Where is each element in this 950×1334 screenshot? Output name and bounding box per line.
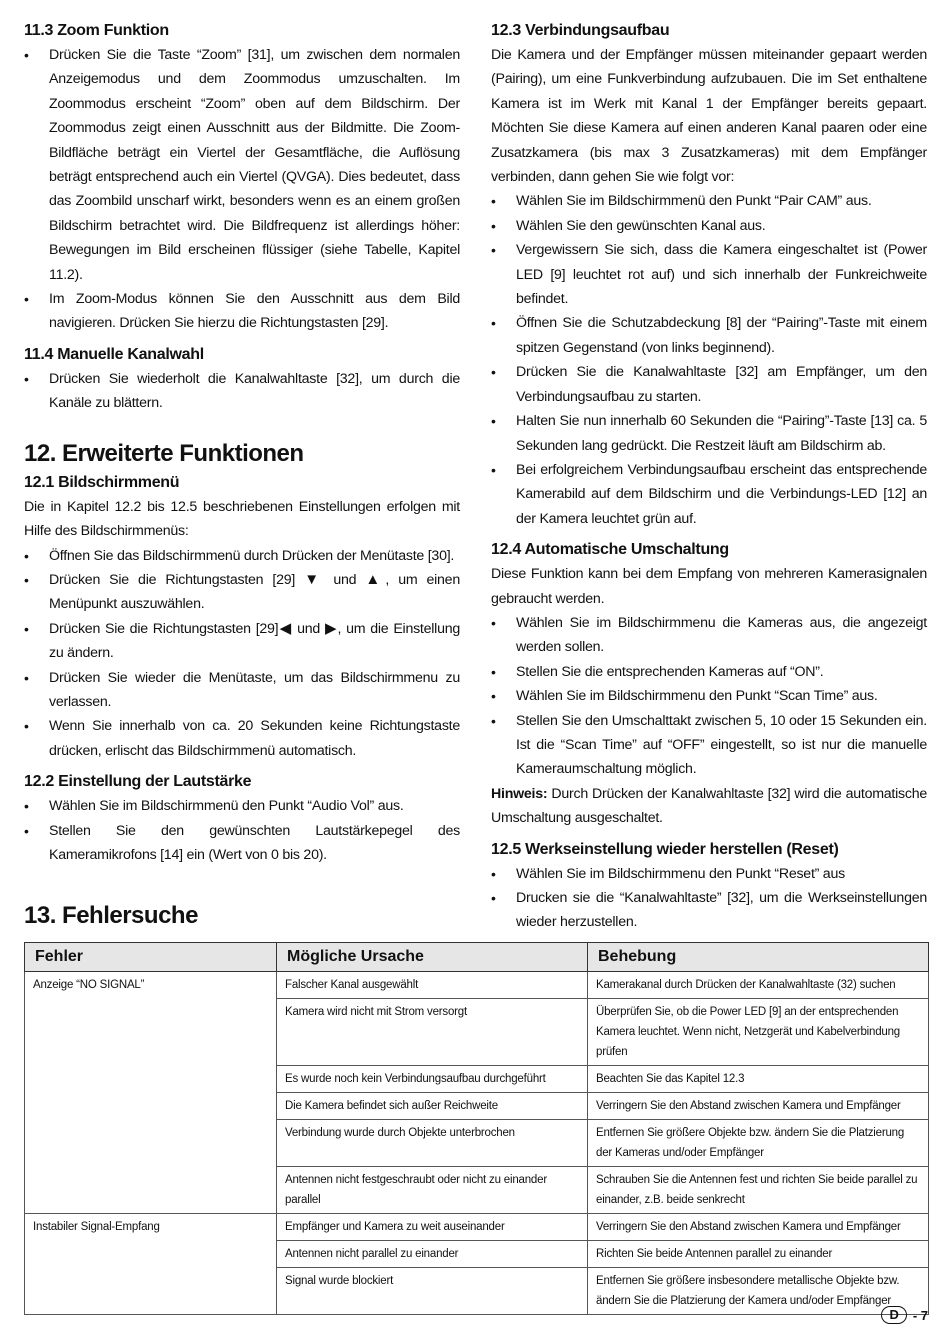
- list-item: [24, 568, 460, 617]
- intro-12-3: Die Kamera und der Empfänger müssen miteinander gepaart werden (Pairing), um eine Funkverbindung aufzubauen. Die im Set enthaltene Kamera ist im Werk mit Kanal 1 der Empfänger bereits gepaart. Möchten Sie diese Kamera auf einen anderen Kanal paaren oder eine Zusatzkamera (bis max 3 Zusatzkameras) mit dem Empfänger verbinden, dann gehen Sie wie folgt vor:: [491, 47, 927, 186]
- list-item: • Drücken Sie die Taste “Zoom” [31], um zwischen dem normalen Anzeigemodus und dem Zoommodus umzuschalten. Im Zoommodus erscheint “Zoom” oben auf dem Bildschirm. Der Zoommodus zeigt einen Ausschnitt aus der Bildmitte. Die Zoom-Bildfläche beträgt ein Viertel der Gesamtfläche, die Auflösung beträgt entsprechend auch ein Viertel (QVGA). Dies bedeutet, dass das Zoombild unscharf wirkt, besonders wenn es an einem großen Bildschirm betrachtet wird. Die Bildfrequenz ist allerdings höher: Bewegungen im Bild erscheinen flüssiger (siehe Tabelle, Kapitel 11.2).: [24, 43, 460, 287]
- item-text: und: [333, 571, 357, 588]
- troubleshooting-table: [24, 942, 929, 1315]
- left-column: [24, 22, 460, 877]
- table-cell: Entfernen Sie größere insbesondere metallische Objekte bzw. ändern Sie die Platzierung der Kamera und/oder Empfänger: [588, 1268, 929, 1315]
- list-item: • Wählen Sie im Bildschirmmenu den Punkt “Reset” aus: [491, 862, 927, 886]
- page-number: - 7: [912, 1307, 928, 1323]
- column-header: Behebung: [588, 943, 929, 972]
- table-cell-fehler: Instabiler Signal-Empfang: [25, 1214, 277, 1315]
- table-cell: Überprüfen Sie, ob die Power LED [9] an der entsprechenden Kamera leuchtet. Wenn nicht, Netzgerät und Kabelverbindung prüfen: [588, 999, 929, 1066]
- table-cell: Richten Sie beide Antennen parallel zu einander: [588, 1241, 929, 1268]
- section-12-1: [24, 474, 460, 763]
- list-item: • Öffnen Sie die Schutzabdeckung [8] der “Pairing”-Taste mit einem spitzen Gegenstand (von links beginnend).: [491, 311, 927, 360]
- table-cell: Schrauben Sie die Antennen fest und richten Sie beide parallel zu einander, z.B. beide senkrecht: [588, 1167, 929, 1214]
- column-header: Fehler: [25, 943, 277, 972]
- list-item: • Drücken Sie wieder die Menütaste, um das Bildschirmmenu zu verlassen.: [24, 666, 460, 715]
- heading-12-1: 12.1 Bildschirmmenü: [24, 473, 180, 491]
- table-cell-fehler: Anzeige “NO SIGNAL”: [25, 972, 277, 1214]
- table-cell: Entfernen Sie größere Objekte bzw. ändern Sie die Platzierung der Kameras und/oder Empfänger: [588, 1120, 929, 1167]
- list-item: • Stellen Sie die entsprechenden Kameras auf “ON”.: [491, 660, 927, 684]
- section-12-2: [24, 773, 460, 867]
- heading-12-3: 12.3 Verbindungsaufbau: [491, 22, 670, 39]
- intro-12-4: Diese Funktion kann bei dem Empfang von mehreren Kamerasignalen gebraucht werden.: [491, 566, 927, 607]
- item-text: , um einen Menüpunkt auszuwählen.: [49, 571, 460, 613]
- list-item: • Vergewissern Sie sich, dass die Kamera eingeschaltet ist (Power LED [9] leuchtet rot auf) und sich innerhalb der Funkreichweite befindet.: [491, 238, 927, 311]
- list-item: [24, 617, 460, 666]
- list-item: • Öffnen Sie das Bildschirmmenü durch Drücken der Menütaste [30].: [24, 544, 460, 568]
- section-12-5: [491, 841, 927, 935]
- page-footer: [881, 1306, 928, 1324]
- heading-11-3: 11.3 Zoom Funktion: [24, 22, 169, 39]
- arrow-left-icon: ◀: [278, 619, 293, 637]
- heading-12-5: 12.5 Werkseinstellung wieder herstellen (Reset): [491, 840, 839, 858]
- section-11-4: [24, 346, 460, 416]
- table-cell: Antennen nicht parallel zu einander: [277, 1241, 588, 1268]
- list-item: • Wählen Sie im Bildschirmmenü den Punkt “Pair CAM” aus.: [491, 189, 927, 213]
- table-cell: Verringern Sie den Abstand zwischen Kamera und Empfänger: [588, 1093, 929, 1120]
- table-cell: Verringern Sie den Abstand zwischen Kamera und Empfänger: [588, 1214, 929, 1241]
- table-cell: Es wurde noch kein Verbindungsaufbau durchgeführt: [277, 1066, 588, 1093]
- list-item: • Wählen Sie im Bildschirmmenu den Punkt “Scan Time” aus.: [491, 684, 927, 708]
- arrow-down-icon: ▼: [304, 570, 325, 588]
- item-text: Drücken Sie die Richtungstasten [29]: [49, 571, 296, 588]
- table-cell: Antennen nicht festgeschraubt oder nicht zu einander parallel: [277, 1167, 588, 1214]
- right-column: [491, 22, 927, 945]
- language-badge: D: [881, 1306, 906, 1324]
- note-label: Hinweis:: [491, 785, 548, 802]
- heading-12: 12. Erweiterte Funktionen: [24, 439, 304, 467]
- arrow-right-icon: ▶: [324, 619, 338, 637]
- arrow-up-icon: ▲: [365, 570, 386, 588]
- table-cell: Kamerakanal durch Drücken der Kanalwahltaste (32) suchen: [588, 972, 929, 999]
- section-11-3: [24, 22, 460, 336]
- intro-12-1: Die in Kapitel 12.2 bis 12.5 beschriebenen Einstellungen erfolgen mit Hilfe des Bildschirmmenüs:: [24, 498, 460, 540]
- list-item: • Drücken Sie die Kanalwahltaste [32] am Empfänger, um den Verbindungsaufbau zu starten.: [491, 360, 927, 409]
- heading-13: 13. Fehlersuche: [24, 902, 198, 929]
- list-item: • Wählen Sie den gewünschten Kanal aus.: [491, 214, 927, 238]
- list-item: • Wählen Sie im Bildschirmmenü den Punkt “Audio Vol” aus.: [24, 794, 460, 818]
- table-header-row: [25, 943, 929, 972]
- list-item: • Halten Sie nun innerhalb 60 Sekunden die “Pairing”-Taste [13] ca. 5 Sekunden lang gedrückt. Die Restzeit läuft am Bildschirm ab.: [491, 409, 927, 458]
- table-cell: Falscher Kanal ausgewählt: [277, 972, 588, 999]
- list-item: • Stellen Sie den Umschalttakt zwischen 5, 10 oder 15 Sekunden ein. Ist die “Scan Time” auf “OFF” eingestellt, so ist nur die manuelle Kameraumschaltung möglich.: [491, 709, 927, 782]
- table-row: [25, 1214, 929, 1241]
- table-cell: Die Kamera befindet sich außer Reichweite: [277, 1093, 588, 1120]
- table-cell: Beachten Sie das Kapitel 12.3: [588, 1066, 929, 1093]
- list-item: • Stellen Sie den gewünschten Lautstärkepegel des Kameramikrofons [14] ein (Wert von 0 bis 20).: [24, 819, 460, 868]
- list-item: • Wählen Sie im Bildschirmmenu die Kameras aus, die angezeigt werden sollen.: [491, 611, 927, 660]
- table-cell: Verbindung wurde durch Objekte unterbrochen: [277, 1120, 588, 1167]
- heading-12-4: 12.4 Automatische Umschaltung: [491, 541, 729, 559]
- note-text: Durch Drücken der Kanalwahltaste [32] wird die automatische Umschaltung ausgeschaltet.: [491, 785, 927, 827]
- list-item: • Drücken Sie wiederholt die Kanalwahltaste [32], um durch die Kanäle zu blättern.: [24, 367, 460, 416]
- list-item: • Wenn Sie innerhalb von ca. 20 Sekunden keine Richtungstaste drücken, erlischt das Bildschirmmenü automatisch.: [24, 714, 460, 763]
- item-text: und: [297, 620, 320, 637]
- note-12-4: [491, 782, 927, 831]
- item-text: Drücken Sie die Richtungstasten [29]: [49, 620, 279, 637]
- heading-11-4: 11.4 Manuelle Kanalwahl: [24, 345, 204, 363]
- item-text: , um die Einstellung zu ändern.: [49, 620, 460, 662]
- list-item: • Bei erfolgreichem Verbindungsaufbau erscheint das entsprechende Kamerabild auf dem Bildschirm und die Verbindungs-LED [12] an der Kamera leuchtet grün auf.: [491, 458, 927, 531]
- table-cell: Empfänger und Kamera zu weit auseinander: [277, 1214, 588, 1241]
- table-cell: Kamera wird nicht mit Strom versorgt: [277, 999, 588, 1066]
- heading-12-2: 12.2 Einstellung der Lautstärke: [24, 773, 252, 791]
- list-item: • Im Zoom-Modus können Sie den Ausschnitt aus dem Bild navigieren. Drücken Sie hierzu die Richtungstasten [29].: [24, 287, 460, 336]
- list-item: • Drucken sie die “Kanalwahltaste” [32], um die Werkseinstellungen wieder herzustellen.: [491, 886, 927, 935]
- section-12-4: [491, 541, 927, 830]
- column-header: Mögliche Ursache: [277, 943, 588, 972]
- table-cell: Signal wurde blockiert: [277, 1268, 588, 1315]
- table-row: [25, 972, 929, 999]
- section-12-3: [491, 22, 927, 531]
